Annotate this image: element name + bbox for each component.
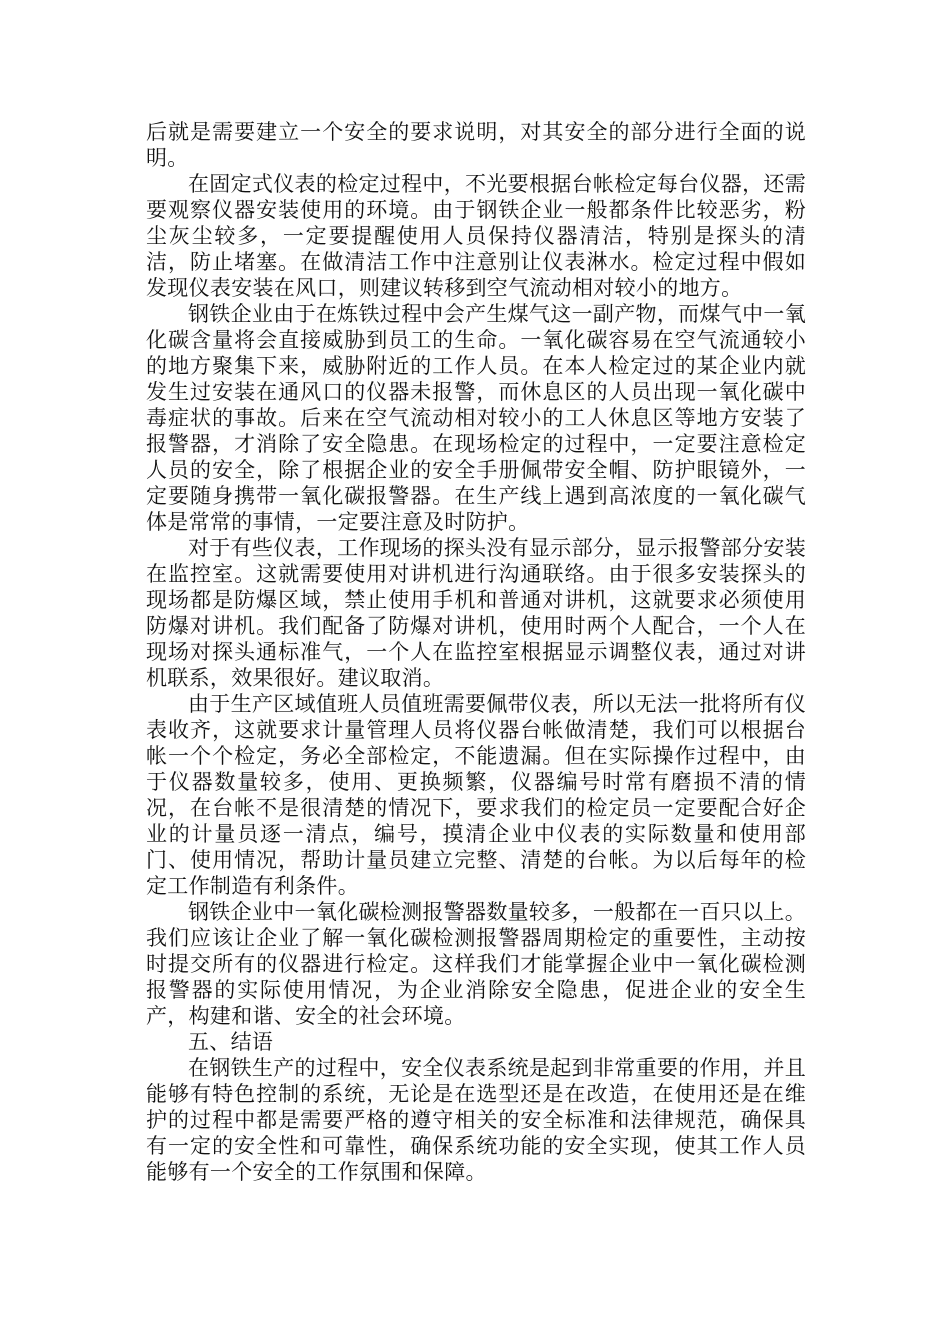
paragraph-carbon-monoxide-risk: 钢铁企业由于在炼铁过程中会产生煤气这一副产物，而煤气中一氧化碳含量将会直接威胁到员工的生命。一氧化碳容易在空气流通较小的地方聚集下来，威胁附近的工作人员。在本人检定过的某企业内就发生过安装在通风口的仪器未报警，而休息区的人员出现一氧化碳中毒症状的事故。后来在空气流动相对较小的工人休息区等地方安装了报警器，才消除了安全隐患。在现场检定的过程中，一定要注意检定人员的安全，除了根据企业的安全手册佩带安全帽、防护眼镜外，一定要随身携带一氧化碳报警器。在生产线上遇到高浓度的一氧化碳气体是常常的事情，一定要注意及时防护。 bbox=[146, 302, 806, 534]
paragraph-intercom-communication: 对于有些仪表，工作现场的探头没有显示部分，显示报警部分安装在监控室。这就需要使用对讲机进行沟通联络。由于很多安装探头的现场都是防爆区域，禁止使用手机和普通对讲机，这就要求必须使用防爆对讲机。我们配备了防爆对讲机，使用时两个人配合，一个人在现场对探头通标准气，一个人在监控室根据显示调整仪表，通过对讲机联系，效果很好。建议取消。 bbox=[146, 536, 806, 690]
document-body bbox=[146, 119, 806, 1185]
paragraph-ledger-management: 由于生产区域值班人员值班需要佩带仪表，所以无法一批将所有仪表收齐，这就要求计量管理人员将仪器台帐做清楚，我们可以根据台帐一个个检定，务必全部检定，不能遗漏。但在实际操作过程中，由于仪器数量较多，使用、更换频繁，仪器编号时常有磨损不清的情况，在台帐不是很清楚的情况下，要求我们的检定员一定要配合好企业的计量员逐一清点，编号，摸清企业中仪表的实际数量和使用部门、使用情况，帮助计量员建立完整、清楚的台帐。为以后每年的检定工作制造有利条件。 bbox=[146, 692, 806, 898]
paragraph-periodic-verification: 钢铁企业中一氧化碳检测报警器数量较多，一般都在一百只以上。我们应该让企业了解一氧化碳检测报警器周期检定的重要性，主动按时提交所有的仪器进行检定。这样我们才能掌握企业中一氧化碳检测报警器的实际使用情况，为企业消除安全隐患，促进企业的安全生产，构建和谐、安全的社会环境。 bbox=[146, 900, 806, 1028]
section-heading-conclusion: 五、结语 bbox=[188, 1030, 274, 1054]
paragraph-continued: 后就是需要建立一个安全的要求说明，对其安全的部分进行全面的说明。 bbox=[146, 120, 806, 170]
paragraph-installation-environment: 在固定式仪表的检定过程中，不光要根据台帐检定每台仪器，还需要观察仪器安装使用的环境。由于钢铁企业一般都条件比较恶劣，粉尘灰尘较多，一定要提醒使用人员保持仪器清洁，特别是探头的清洁，防止堵塞。在做清洁工作中注意别让仪表淋水。检定过程中假如发现仪表安装在风口，则建议转移到空气流动相对较小的地方。 bbox=[146, 172, 806, 300]
paragraph-conclusion: 在钢铁生产的过程中，安全仪表系统是起到非常重要的作用，并且能够有特色控制的系统，无论是在选型还是在改造，在使用还是在维护的过程中都是需要严格的遵守相关的安全标准和法律规范，确保具有一定的安全性和可靠性，确保系统功能的安全实现，使其工作人员能够有一个安全的工作氛围和保障。 bbox=[146, 1056, 806, 1184]
